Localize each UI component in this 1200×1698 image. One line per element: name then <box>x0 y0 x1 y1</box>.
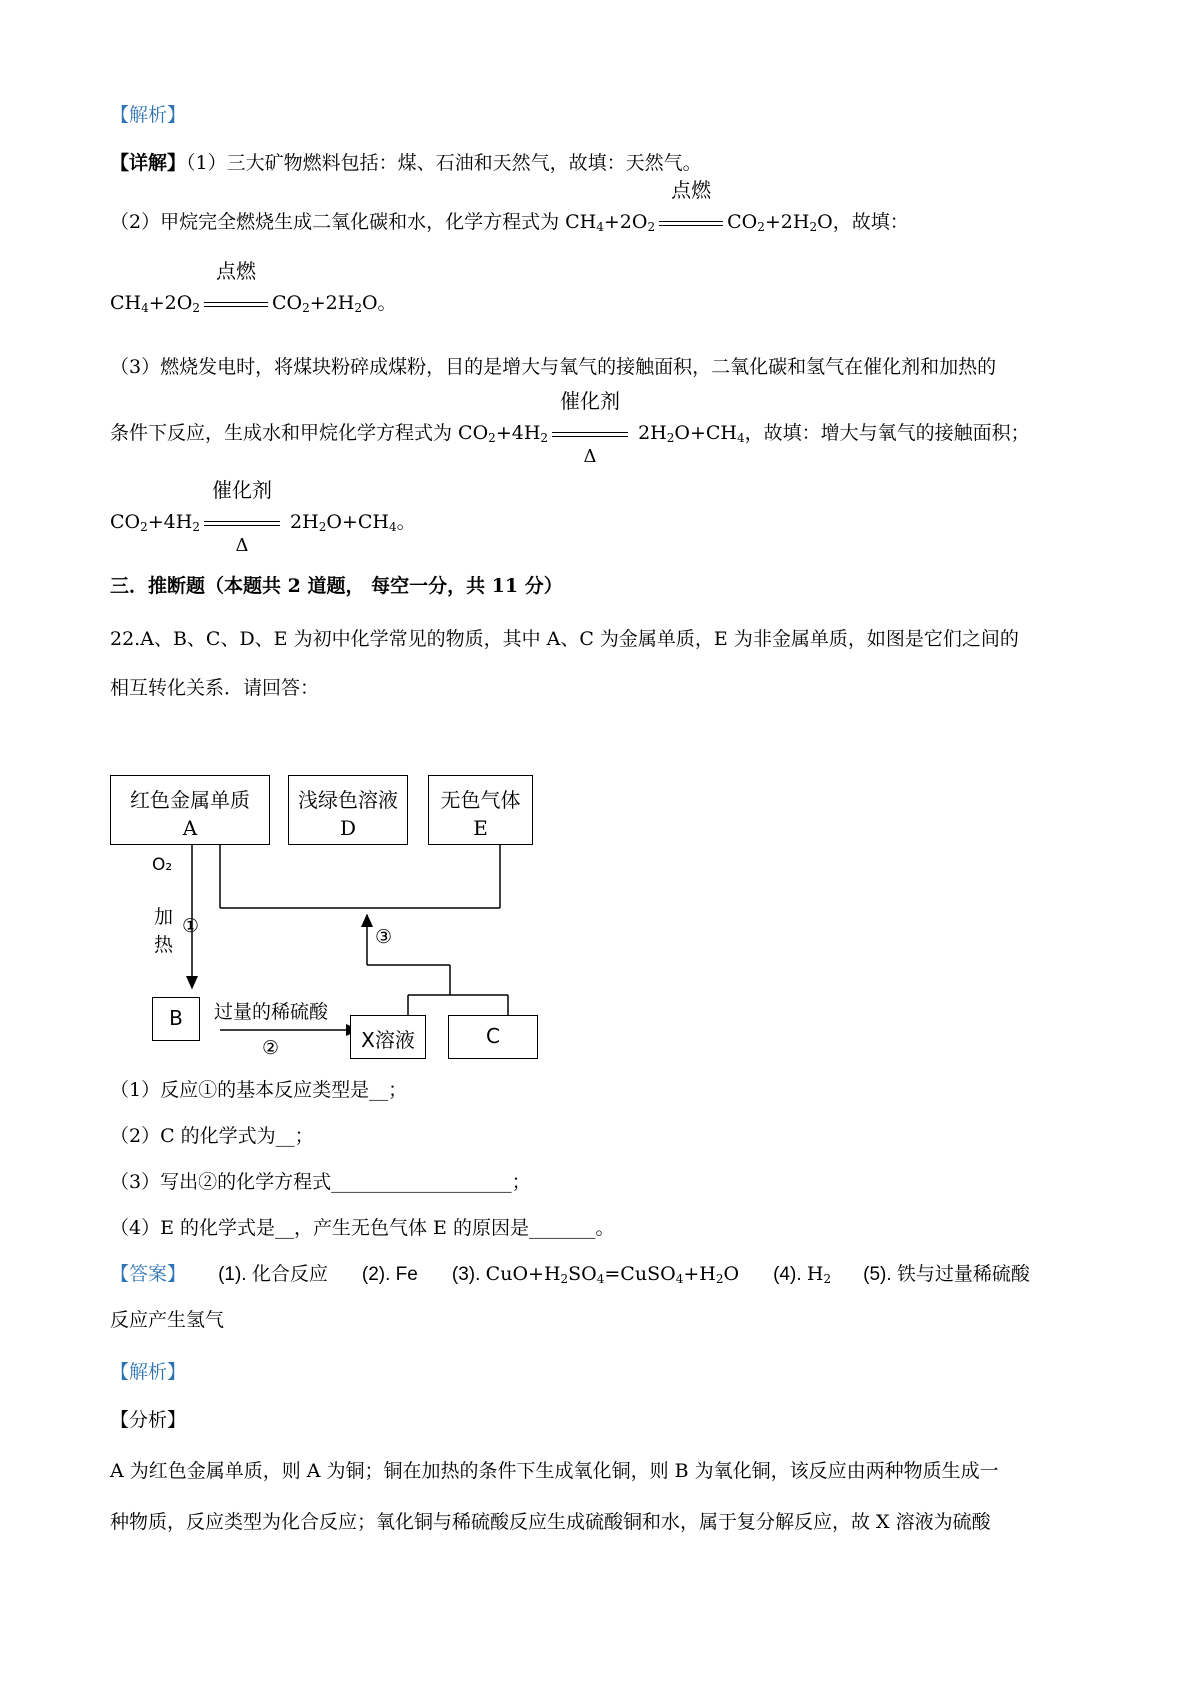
analysis-line-2: 种物质，反应类型为化合反应；氧化铜与稀硫酸反应生成硫酸铜和水，属于复分解反应，故 X 溶液为硫酸 <box>110 1511 991 1533</box>
equation-answer-2: $CO_2+4H_2$ 催化剂 Δ $2H_2O+CH_4$。 <box>110 478 416 556</box>
box-a-desc: 红色金属单质 <box>130 788 250 812</box>
answer-3: (3). $CuO+H_2SO_4=CuSO_4+H_2O$ <box>451 1263 740 1286</box>
ignite-label: 点燃 <box>671 178 712 202</box>
answer-4: (4). $H_2$ <box>773 1263 832 1286</box>
box-x <box>350 1015 426 1059</box>
analysis-tag: 【解析】 <box>110 104 187 126</box>
label-dilute-acid: 过量的稀硫酸 <box>214 1001 329 1023</box>
analysis-tag-2: 【解析】 <box>110 1361 187 1383</box>
ignite-condition <box>655 178 727 234</box>
label-heat-2: 热 <box>154 934 174 956</box>
heat-label: Δ <box>583 446 597 467</box>
subquestion-3: （3）写出②的化学方程式___________________； <box>110 1171 531 1193</box>
catalyst-condition-2 <box>200 478 284 556</box>
subquestion-4: （4）E 的化学式是__，产生无色气体 E 的原因是_______。 <box>110 1217 615 1239</box>
answer-2: (2). Fe <box>361 1264 418 1285</box>
detail-para-2: （2）甲烷完全燃烧生成二氧化碳和水，化学方程式为 $CH_4+2O_2$ 点燃 $CO_2+2H_2O$，故填： <box>110 178 909 234</box>
para3-suffix: ，故填：增大与氧气的接触面积； <box>744 422 1030 444</box>
answer-row <box>110 1262 1104 1287</box>
detail-para-3-line2: 条件下反应，生成水和甲烷化学方程式为 $CO_2+4H_2$ 催化剂 Δ $2H_2O+CH_4$，故填：增大与氧气的接触面积； <box>110 389 1030 467</box>
ignite-label-2: 点燃 <box>215 259 256 283</box>
answer-5-cont: 反应产生氢气 <box>110 1309 225 1331</box>
box-b-label: B <box>169 1006 183 1030</box>
subquestion-2: （2）C 的化学式为__； <box>110 1125 314 1147</box>
equation-answer-1: $CH_4+2O_2$ 点燃 $CO_2+2H_2O$。 <box>110 259 397 315</box>
box-c <box>448 1015 538 1059</box>
box-b <box>152 997 200 1041</box>
answer-5: (5). 铁与过量稀硫酸 <box>863 1264 1030 1285</box>
box-c-label: C <box>486 1024 500 1048</box>
box-x-label: X溶液 <box>361 1028 415 1052</box>
box-d-desc: 浅绿色溶液 <box>298 788 398 812</box>
section-3-heading: 三．推断题（本题共 2 道题， 每空一分，共 11 分） <box>110 575 563 597</box>
box-d-label: D <box>339 816 357 840</box>
label-o2: O₂ <box>152 855 173 875</box>
catalyst-label: 催化剂 <box>560 389 621 413</box>
answer-4-prefix: (4). <box>773 1264 807 1285</box>
detail-para-1 <box>110 151 1104 175</box>
detail-text-1: （1）三大矿物燃料包括：煤、石油和天然气，故填：天然气。 <box>186 152 702 174</box>
para2-suffix: ，故填： <box>832 211 909 233</box>
subquestion-1: （1）反应①的基本反应类型是__； <box>110 1079 408 1101</box>
heat-label-2: Δ <box>235 535 249 556</box>
box-e <box>428 775 533 845</box>
detail-tag: 【详解】 <box>110 152 187 174</box>
box-a <box>110 775 270 845</box>
q22-line-1: 22.A、B、C、D、E 为初中化学常见的物质，其中 A、C 为金属单质，E 为非金属单质，如图是它们之间的 <box>110 628 1019 650</box>
box-e-label: E <box>473 816 488 840</box>
label-reaction-2: ② <box>262 1037 280 1059</box>
label-reaction-1: ① <box>182 915 200 937</box>
answer-1: (1). 化合反应 <box>218 1264 328 1285</box>
answer-3-prefix: (3). <box>451 1264 486 1285</box>
q22-line-2: 相互转化关系．请回答： <box>110 677 320 699</box>
label-heat-1: 加 <box>154 906 174 928</box>
box-a-label: A <box>182 816 198 840</box>
para3-text: 条件下反应，生成水和甲烷化学方程式为 <box>110 422 459 444</box>
analysis-line-1: A 为红色金属单质，则 A 为铜；铜在加热的条件下生成氧化铜，则 B 为氧化铜，该反应由两种物质生成一 <box>110 1460 999 1482</box>
catalyst-condition <box>548 389 632 467</box>
para2-text: （2）甲烷完全燃烧生成二氧化碳和水，化学方程式为 <box>110 211 566 233</box>
box-d <box>288 775 408 845</box>
analysis-heading: 【分析】 <box>110 1409 187 1431</box>
detail-para-3-line1: （3）燃烧发电时，将煤块粉碎成煤粉，目的是增大与氧气的接触面积，二氧化碳和氢气在催化剂和加热的 <box>110 356 997 378</box>
box-e-desc: 无色气体 <box>440 788 521 812</box>
label-reaction-3: ③ <box>375 926 393 948</box>
ignite-condition-2 <box>200 259 272 315</box>
catalyst-label-2: 催化剂 <box>211 478 272 502</box>
conversion-diagram <box>110 775 600 1059</box>
answer-tag: 【答案】 <box>110 1263 187 1285</box>
